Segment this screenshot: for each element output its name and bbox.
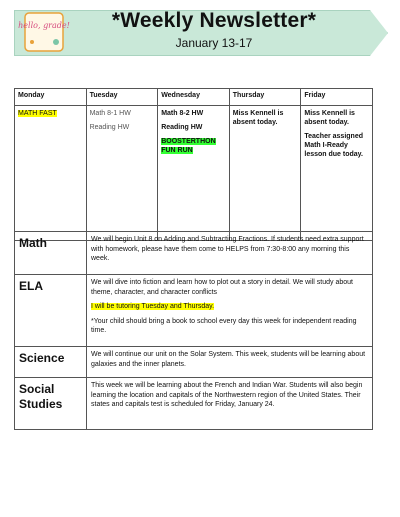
friday-item: Teacher assigned Math I-Ready lesson due today. — [304, 133, 363, 158]
wednesday-cell — [158, 106, 230, 241]
subject-row-science — [15, 347, 373, 378]
wednesday-item: Reading HW — [161, 124, 203, 131]
tuesday-item: Reading HW — [89, 124, 130, 131]
header-tuesday: Tuesday — [86, 89, 158, 106]
subject-description: We will dive into fiction and learn how to plot out a story in detail. We will study about theme, character, and character conflicts I will be tutoring Tuesday and Thursday. *Your child should bring a book to school every day this week for independent reading time. — [87, 275, 373, 347]
weekly-schedule-table — [14, 88, 373, 241]
subject-name: ELA — [15, 275, 87, 347]
monday-cell — [15, 106, 87, 241]
tutoring-note: I will be tutoring Tuesday and Thursday. — [91, 303, 215, 310]
friday-cell — [301, 106, 373, 241]
logo-text: hello, grade! — [18, 21, 70, 30]
header-thursday: Thursday — [229, 89, 301, 106]
subject-name: Science — [15, 347, 87, 378]
subject-name: Math — [15, 232, 87, 275]
table-row — [15, 106, 373, 241]
thursday-item: Miss Kennell is absent today. — [232, 110, 284, 126]
thursday-cell — [229, 106, 301, 241]
subject-description: We will begin Unit 8 on Adding and Subtracting Fractions. If students need extra support with homework, please have them come to HELPS from 7:30-8:00 any morning this week. — [87, 232, 373, 275]
subject-row-social-studies — [15, 378, 373, 430]
subject-row-math — [15, 232, 373, 275]
boosterthon-note: BOOSTERTHON FUN RUN — [161, 138, 216, 154]
subject-row-ela — [15, 275, 373, 347]
wednesday-item: Math 8-2 HW — [161, 110, 204, 117]
table-header-row — [15, 89, 373, 106]
tuesday-item: Math 8-1 HW — [89, 110, 131, 117]
subject-description: This week we will be learning about the French and Indian War. Students will also begin learning the location and capitals of the Northwestern region of the United States. Their states and capitals test is scheduled for Friday, January 24. — [87, 378, 373, 430]
subject-description: We will continue our unit on the Solar System. This week, students will be learning about galaxies and the inner planets. — [87, 347, 373, 378]
tuesday-cell — [86, 106, 158, 241]
date-range: January 13-17 — [175, 36, 253, 50]
header-friday: Friday — [301, 89, 373, 106]
header-wednesday: Wednesday — [158, 89, 230, 106]
page-title: *Weekly Newsletter* — [111, 9, 317, 32]
math-fast-note: MATH FAST — [18, 110, 57, 117]
header-monday: Monday — [15, 89, 87, 106]
friday-item: Miss Kennell is absent today. — [304, 110, 355, 126]
subject-name: Social Studies — [15, 378, 87, 430]
subjects-table — [14, 231, 373, 430]
